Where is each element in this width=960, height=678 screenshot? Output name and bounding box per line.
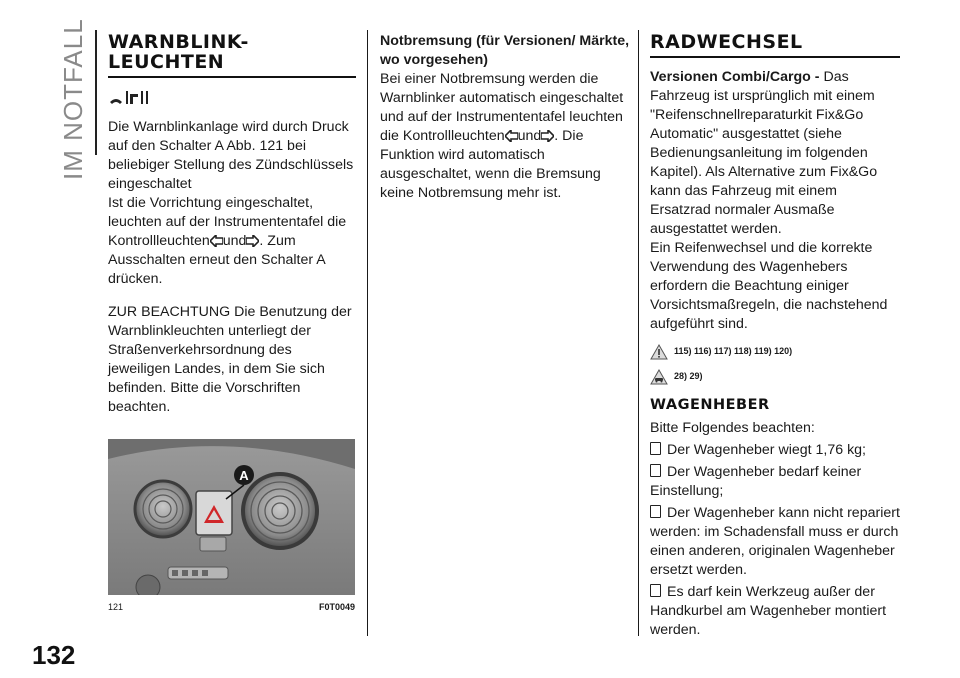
- turn-left-icon: [505, 130, 518, 142]
- title-underline: [108, 76, 356, 78]
- bullet-icon: [650, 584, 661, 597]
- text-start: Bei einer Notbremsung werden die Warnblinker automatisch eingeschaltet und auf der Instrumententafel leuchten die Kontrollleuchten: [380, 71, 624, 144]
- column-notbremsung: [380, 32, 630, 203]
- text-end: . Die Funktion wird automatisch ausgeschaltet, wenn die Bremsung keine Notbremsung mehr ist.: [380, 128, 601, 201]
- column-divider-1: [367, 30, 368, 636]
- bullet-icon: [650, 464, 661, 477]
- para-active-lights: [108, 194, 356, 289]
- dashboard-photo: [108, 439, 355, 595]
- para-precautions: Ein Reifenwechsel und die korrekte Verwendung des Wagenhebers erfordern die Beachtung einiger Vorsichtsmaßregeln, die nachstehend aufgeführt sind.: [650, 240, 888, 332]
- refs-caution-text: 28) 29): [674, 371, 703, 381]
- figure-121: [108, 439, 355, 595]
- intro-text: Das Fahrzeug ist ursprünglich mit einem "Reifenschnellreparaturkit Fix&Go Automatic" ausgestattet (siehe Bedienungsanleitung im folgenden Kapitel). Als Alternative zum Fix&Go kann das Fahrzeug mit einem Ersatzrad normaler Ausmaße ausgestattet werden.: [650, 69, 878, 237]
- title-underline: [650, 56, 900, 58]
- note-beachtung: ZUR BEACHTUNG Die Benutzung der Warnblinkleuchten unterliegt der Straßenverkehrsordnung des jeweiligen Landes, in dem Sie sich befinden. Bitte die Vorschriften beachten.: [108, 304, 352, 415]
- column-divider-2: [638, 30, 639, 636]
- bullet-icon: [650, 505, 661, 518]
- para-activation: Die Warnblinkanlage wird durch Druck auf den Schalter A Abb. 121 bei beliebiger Stellung des Zündschlüssels eingeschaltet: [108, 119, 354, 192]
- section-side-title: IM NOTFALL: [58, 18, 88, 180]
- side-bar-divider: [95, 30, 97, 155]
- vehicle-sign-icon: [108, 88, 152, 106]
- subheading-wagenheber: WAGENHEBER: [650, 397, 770, 413]
- section-title-warnblink: WARNBLINK-LEUCHTEN: [108, 31, 249, 73]
- jack-list: [650, 441, 900, 640]
- text-mid: und: [222, 233, 247, 249]
- turn-right-icon: [541, 130, 554, 142]
- heading-notbremsung: Notbremsung (für Versionen/ Märkte, wo vorgesehen): [380, 33, 630, 68]
- text-mid: und: [517, 128, 542, 144]
- figure-caption: [108, 598, 355, 617]
- text-end: . Zum Ausschalten erneut den Schalter A drücken.: [108, 233, 325, 287]
- list-item: Der Wagenheber kann nicht repariert werden: im Schadensfall muss er durch einen anderen, originalen Wagenheber ersetzt werden.: [650, 505, 900, 578]
- column-warnblinkleuchten: [108, 32, 356, 617]
- section-title-radwechsel: RADWECHSEL: [650, 31, 803, 53]
- list-intro: Bitte Folgendes beachten:: [650, 420, 815, 436]
- refs-warning: [650, 342, 900, 361]
- column-radwechsel: [650, 32, 900, 640]
- page-number: 132: [32, 640, 76, 670]
- figure-label-a: A: [239, 468, 249, 483]
- figure-number: 121: [108, 602, 124, 612]
- warning-triangle-icon: [650, 344, 668, 360]
- refs-caution: [650, 367, 900, 386]
- caution-car-icon: [650, 369, 668, 385]
- sign-icons: [108, 88, 356, 112]
- bullet-icon: [650, 442, 661, 455]
- turn-left-icon: [210, 235, 223, 247]
- list-item: Der Wagenheber wiegt 1,76 kg;: [650, 441, 900, 460]
- text-start: Ist die Vorrichtung eingeschaltet, leuchten auf der Instrumententafel die Kontrollleuchten: [108, 195, 347, 249]
- figure-code: F0T0049: [318, 602, 355, 612]
- refs-warning-text: 115) 116) 117) 118) 119) 120): [674, 346, 793, 356]
- turn-right-icon: [246, 235, 259, 247]
- list-item: Es darf kein Werkzeug außer der Handkurbel am Wagenheber montiert werden.: [650, 584, 887, 638]
- list-item: Der Wagenheber bedarf keiner Einstellung;: [650, 464, 862, 499]
- para-intro: [650, 68, 900, 239]
- para-notbremsung: [380, 70, 630, 203]
- intro-bold: Versionen Combi/Cargo -: [650, 69, 820, 85]
